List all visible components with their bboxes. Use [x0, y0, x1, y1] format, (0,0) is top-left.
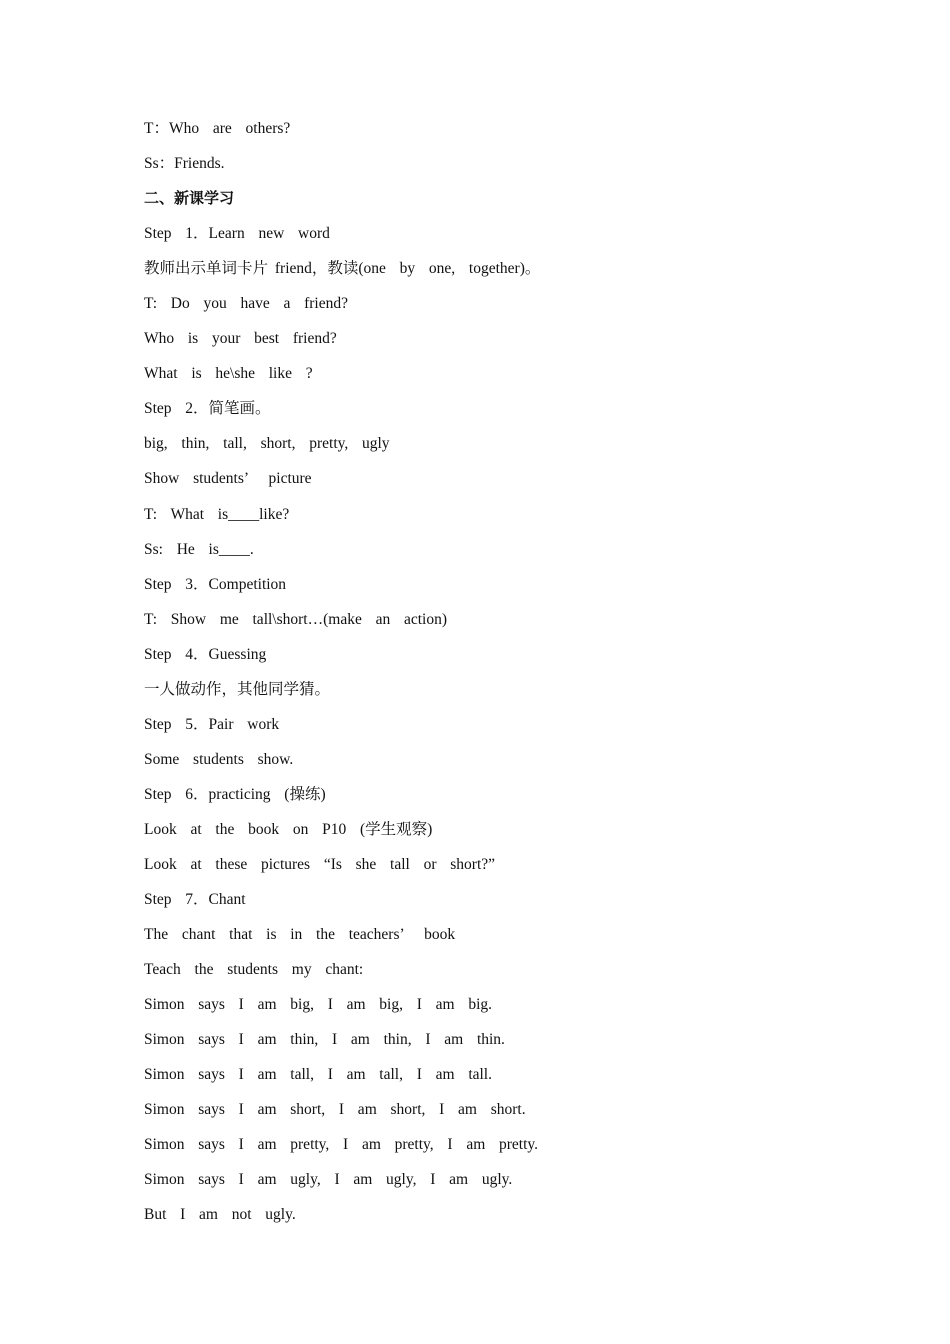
text-line: Step 4．Guessing [144, 645, 267, 663]
text-line: Some students show. [144, 750, 294, 768]
text-line: 教师出示单词卡片 friend，教读(one by one, together)。 [144, 260, 541, 278]
text-line: Step 7．Chant [144, 891, 246, 909]
text-line: What is he\she like ? [144, 365, 313, 383]
text-line: Simon says I am big, I am big, I am big. [144, 996, 493, 1014]
text-line: The chant that is in the teachers’ book [144, 926, 456, 944]
text-line: Teach the students my chant: [144, 961, 364, 979]
text-line: Simon says I am short, I am short, I am short. [144, 1101, 526, 1119]
text-line: T: What is____like? [144, 505, 290, 523]
text-line: Ss: He is____. [144, 540, 254, 558]
text-line: Who is your best friend? [144, 330, 337, 348]
document-body [144, 116, 844, 1238]
text-line: Step 6．practicing (操练) [144, 785, 326, 803]
text-line: Step 2．简笔画。 [144, 400, 271, 418]
text-line: T: Do you have a friend? [144, 295, 348, 313]
text-line: Look at the book on P10 (学生观察) [144, 820, 433, 838]
text-line: Look at these pictures “Is she tall or short?” [144, 855, 496, 873]
text-line: Step 5．Pair work [144, 715, 280, 733]
text-line: big, thin, tall, short, pretty, ugly [144, 435, 390, 453]
text-line: Step 1．Learn new word [144, 225, 330, 243]
text-line: 一人做动作，其他同学猜。 [144, 680, 331, 698]
text-line: Ss：Friends. [144, 155, 225, 173]
text-line: Simon says I am thin, I am thin, I am thin. [144, 1031, 505, 1049]
text-line: T: Show me tall\short…(make an action) [144, 610, 447, 628]
text-line: Simon says I am tall, I am tall, I am tall. [144, 1066, 492, 1084]
text-line: Simon says I am pretty, I am pretty, I am pretty. [144, 1136, 539, 1154]
text-line: Show students’ picture [144, 470, 312, 488]
text-line: T：Who are others? [144, 120, 291, 137]
text-line: But I am not ugly. [144, 1206, 296, 1224]
section-heading: 二、新课学习 [144, 189, 235, 208]
text-line: Simon says I am ugly, I am ugly, I am ugly. [144, 1171, 513, 1189]
text-line: Step 3．Competition [144, 575, 287, 593]
